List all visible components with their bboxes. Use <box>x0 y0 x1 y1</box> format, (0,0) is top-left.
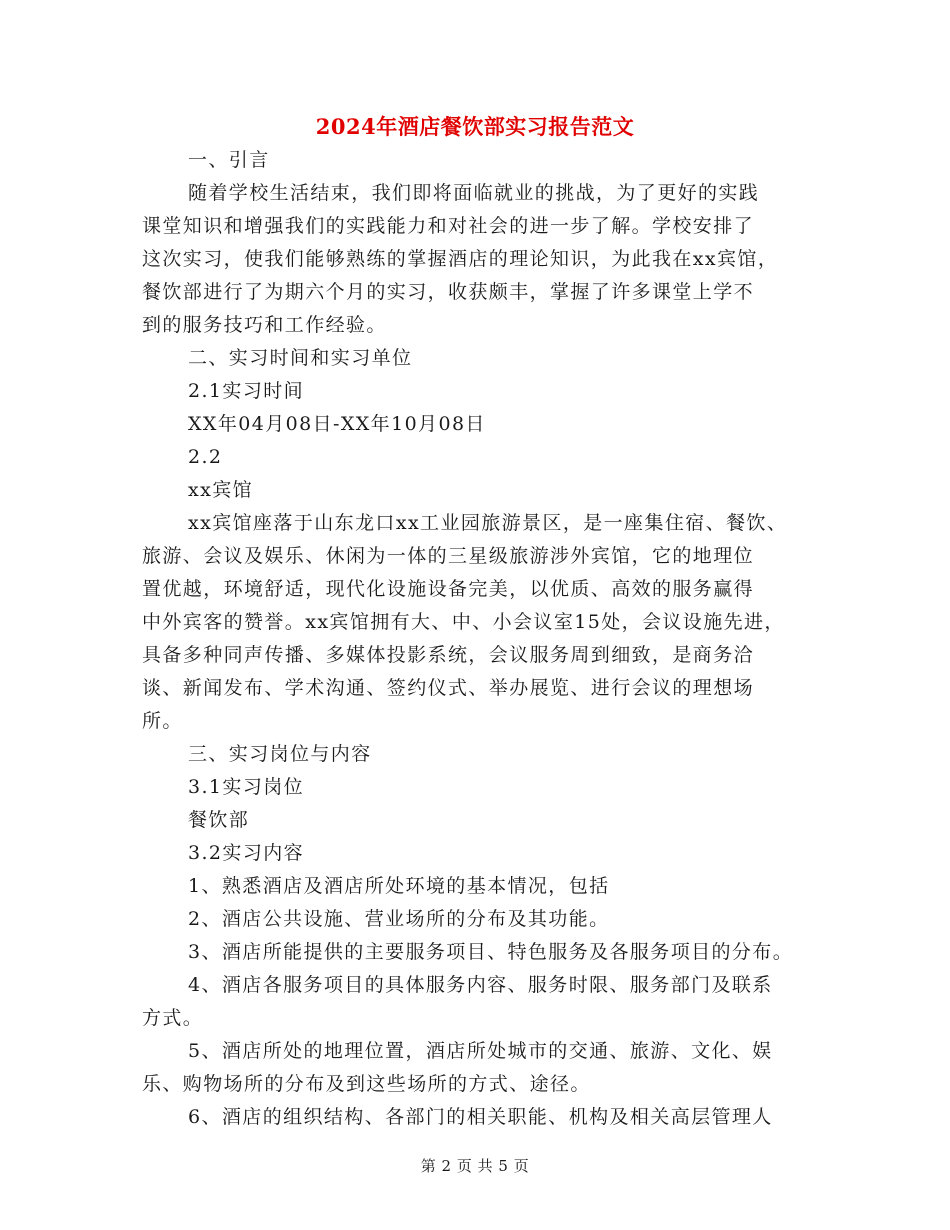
section-heading-time-unit: 二、实习时间和实习单位 <box>188 347 413 369</box>
paragraph-line: 餐饮部进行了为期六个月的实习，收获颇丰，掌握了许多课堂上学不 <box>142 281 755 303</box>
list-item: 6、酒店的组织结构、各部门的相关职能、机构及相关高层管理人 <box>188 1106 773 1128</box>
paragraph-line: 中外宾客的赞誉。xx宾馆拥有大、中、小会议室15处，会议设施先进， <box>142 611 785 633</box>
document-title: 2024年酒店餐饮部实习报告范文 <box>315 114 635 139</box>
subheading-content: 3.2实习内容 <box>188 842 305 864</box>
subheading-time: 2.1实习时间 <box>188 380 305 402</box>
list-item-continuation: 乐、购物场所的分布及到这些场所的方式、途径。 <box>142 1073 591 1095</box>
paragraph-line: 旅游、会议及娱乐、休闲为一体的三星级旅游涉外宾馆，它的地理位 <box>142 545 755 567</box>
department-name: 餐饮部 <box>188 809 250 831</box>
paragraph-line: 随着学校生活结束，我们即将面临就业的挑战，为了更好的实践 <box>188 182 760 204</box>
paragraph-line: 置优越，环境舒适，现代化设施设备完美，以优质、高效的服务赢得 <box>142 578 755 600</box>
list-item: 2、酒店公共设施、营业场所的分布及其功能。 <box>188 908 610 930</box>
unit-name: xx宾馆 <box>188 479 254 501</box>
paragraph-line: 具备多种同声传播、多媒体投影系统，会议服务周到细致，是商务洽 <box>142 644 755 666</box>
paragraph-line: 所。 <box>142 710 183 732</box>
paragraph-line: 课堂知识和增强我们的实践能力和对社会的进一步了解。学校安排了 <box>142 215 755 237</box>
list-item: 1、熟悉酒店及酒店所处环境的基本情况，包括 <box>188 875 610 897</box>
paragraph-line: xx宾馆座落于山东龙口xx工业园旅游景区，是一座集住宿、餐饮、 <box>188 512 788 534</box>
paragraph-line: 到的服务技巧和工作经验。 <box>142 314 387 336</box>
list-item: 3、酒店所能提供的主要服务项目、特色服务及各服务项目的分布。 <box>188 941 794 963</box>
date-range: XX年04月08日-XX年10月08日 <box>188 413 486 435</box>
subheading-position: 3.1实习岗位 <box>188 776 305 798</box>
list-item: 5、酒店所处的地理位置，酒店所处城市的交通、旅游、文化、娱 <box>188 1040 773 1062</box>
page-number-footer: 第 2 页 共 5 页 <box>420 1157 530 1175</box>
list-item: 4、酒店各服务项目的具体服务内容、服务时限、服务部门及联系 <box>188 974 773 996</box>
paragraph-line: 这次实习，使我们能够熟练的掌握酒店的理论知识，为此我在xx宾馆， <box>142 248 779 270</box>
paragraph-line: 谈、新闻发布、学术沟通、签约仪式、举办展览、进行会议的理想场 <box>142 677 755 699</box>
subheading-unit: 2.2 <box>188 446 223 468</box>
section-heading-position: 三、实习岗位与内容 <box>188 743 372 765</box>
list-item-continuation: 方式。 <box>142 1007 204 1029</box>
section-heading-intro: 一、引言 <box>188 149 270 171</box>
